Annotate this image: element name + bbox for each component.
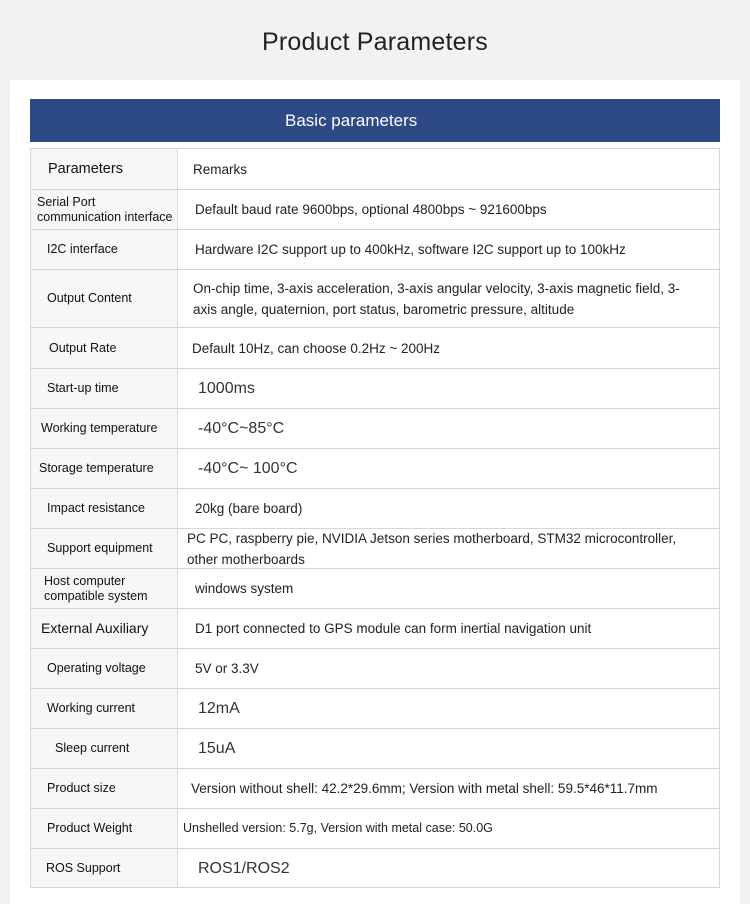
- table-row: [31, 648, 719, 688]
- param-name: External Auxiliary: [31, 609, 178, 648]
- table-row: [31, 189, 719, 229]
- param-name: Impact resistance: [31, 489, 178, 528]
- table-row: [31, 448, 719, 488]
- param-value: Version without shell: 42.2*29.6mm; Version with metal shell: 59.5*46*11.7mm: [191, 781, 658, 796]
- param-value: Default 10Hz, can choose 0.2Hz ~ 200Hz: [192, 340, 441, 356]
- param-value: Hardware I2C support up to 400kHz, software I2C support up to 100kHz: [195, 242, 626, 257]
- param-value: -40°C~ 100°C: [198, 460, 298, 477]
- header-remarks: Remarks: [193, 161, 248, 177]
- table-row: [31, 808, 719, 848]
- param-name: Output Content: [31, 270, 178, 327]
- table-row: [31, 848, 719, 887]
- param-value: 15uA: [198, 740, 236, 757]
- param-value: -40°C~85°C: [198, 420, 285, 437]
- table-row: [31, 568, 719, 608]
- table-header-row: [31, 149, 719, 189]
- param-name: Sleep current: [31, 729, 178, 768]
- param-name: Storage temperature: [31, 449, 178, 488]
- param-value: Default baud rate 9600bps, optional 4800bps ~ 921600bps: [195, 202, 547, 217]
- parameters-table: [30, 148, 720, 888]
- param-name: Output Rate: [31, 328, 178, 368]
- table-row: [31, 488, 719, 528]
- table-row: [31, 368, 719, 408]
- param-name: Serial Port communication interface: [31, 190, 178, 229]
- param-value: On-chip time, 3-axis acceleration, 3-axis angular velocity, 3-axis magnetic field, 3-axis angle, quaternion, port status, barometric pressure, altitude: [193, 280, 680, 317]
- param-name: Support equipment: [31, 529, 178, 568]
- table-row: [31, 327, 719, 368]
- param-name: Product size: [31, 769, 178, 808]
- param-name: ROS Support: [31, 849, 178, 887]
- param-value: PC PC, raspberry pie, NVIDIA Jetson series motherboard, STM32 microcontroller, other motherboards: [187, 530, 677, 567]
- table-row: [31, 528, 719, 568]
- header-parameters: Parameters: [31, 149, 178, 189]
- table-row: [31, 229, 719, 269]
- param-value: Unshelled version: 5.7g, Version with metal case: 50.0G: [183, 821, 493, 835]
- param-value: 5V or 3.3V: [195, 661, 259, 676]
- param-value: 12mA: [198, 700, 240, 717]
- table-row: [31, 608, 719, 648]
- param-value: ROS1/ROS2: [198, 859, 290, 877]
- table-row: [31, 269, 719, 327]
- param-value: windows system: [195, 581, 294, 596]
- section-banner: Basic parameters: [30, 99, 720, 142]
- page-title: Product Parameters: [262, 28, 488, 56]
- table-row: [31, 768, 719, 808]
- param-value: 1000ms: [198, 380, 255, 397]
- param-value: D1 port connected to GPS module can form inertial navigation unit: [195, 621, 592, 636]
- param-name: Product Weight: [31, 809, 178, 848]
- param-value: 20kg (bare board): [195, 501, 303, 516]
- param-name: Host computer compatible system: [31, 569, 178, 608]
- param-name: Working current: [31, 689, 178, 728]
- param-name: Working temperature: [31, 409, 178, 448]
- table-row: [31, 728, 719, 768]
- param-name: Operating voltage: [31, 649, 178, 688]
- param-name: I2C interface: [31, 230, 178, 269]
- param-name: Start-up time: [31, 369, 178, 408]
- table-row: [31, 408, 719, 448]
- table-row: [31, 688, 719, 728]
